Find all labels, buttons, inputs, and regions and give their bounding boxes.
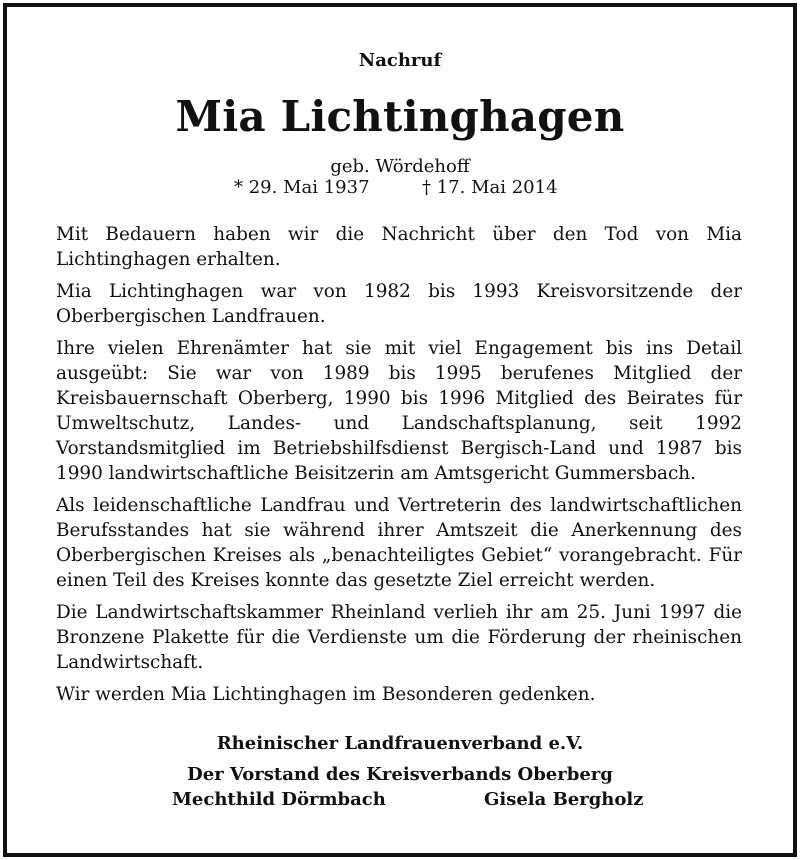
body-paragraph: Ihre vielen Ehrenämter hat sie mit viel Engagement bis ins Detail ausgeübt: Sie war von 1989 bis 1995 berufenes Mitglied der Kreisbauernschaft Oberberg, 1990 bis 1996 Mitglied des Beirates für Umweltschutz, Landes- und Landschaftsplanung, seit 1992 Vorstandsmitglied im Betriebshilfsdienst Bergisch-Land und 1987 bis 1990 landwirtschaftliche Beisitzerin am Amtsgericht Gummersbach.: [56, 338, 742, 484]
body-paragraph: Mia Lichtinghagen war von 1982 bis 1993 Kreisvorsitzende der Oberbergischen Landfrauen.: [56, 281, 742, 327]
notice-kicker: Nachruf: [358, 50, 442, 71]
birth-date: * 29. Mai 1937: [234, 177, 370, 198]
body-paragraph: Die Landwirtschaftskammer Rheinland verlieh ihr am 25. Juni 1997 die Bronzene Plakette für die Verdienste um die Förderung der rheinischen Landwirtschaft.: [56, 602, 742, 673]
signer-name: Mechthild Dörmbach: [172, 789, 386, 810]
body-paragraph: Als leidenschaftliche Landfrau und Vertreterin des landwirtschaftlichen Berufsstandes hat sie während ihrer Amtszeit die Anerkennung des Oberbergischen Kreises als „benachteiligtes Gebiet“ vorangebracht. Für einen Teil des Kreises konnte das gesetzte Ziel erreicht werden.: [56, 495, 742, 591]
body-paragraph: Mit Bedauern haben wir die Nachricht über den Tod von Mia Lichtinghagen erhalten.: [56, 224, 742, 270]
birth-name: geb. Wördehoff: [330, 156, 470, 177]
notice-body: [56, 222, 742, 714]
signer-name: Gisela Bergholz: [484, 789, 644, 810]
board-name: Der Vorstand des Kreisverbands Oberberg: [187, 764, 613, 785]
organization-name: Rheinischer Landfrauenverband e.V.: [216, 733, 584, 754]
body-paragraph: Wir werden Mia Lichtinghagen im Besonderen gedenken.: [56, 684, 596, 705]
death-date: † 17. Mai 2014: [422, 177, 558, 198]
deceased-name: Mia Lichtinghagen: [175, 92, 625, 141]
